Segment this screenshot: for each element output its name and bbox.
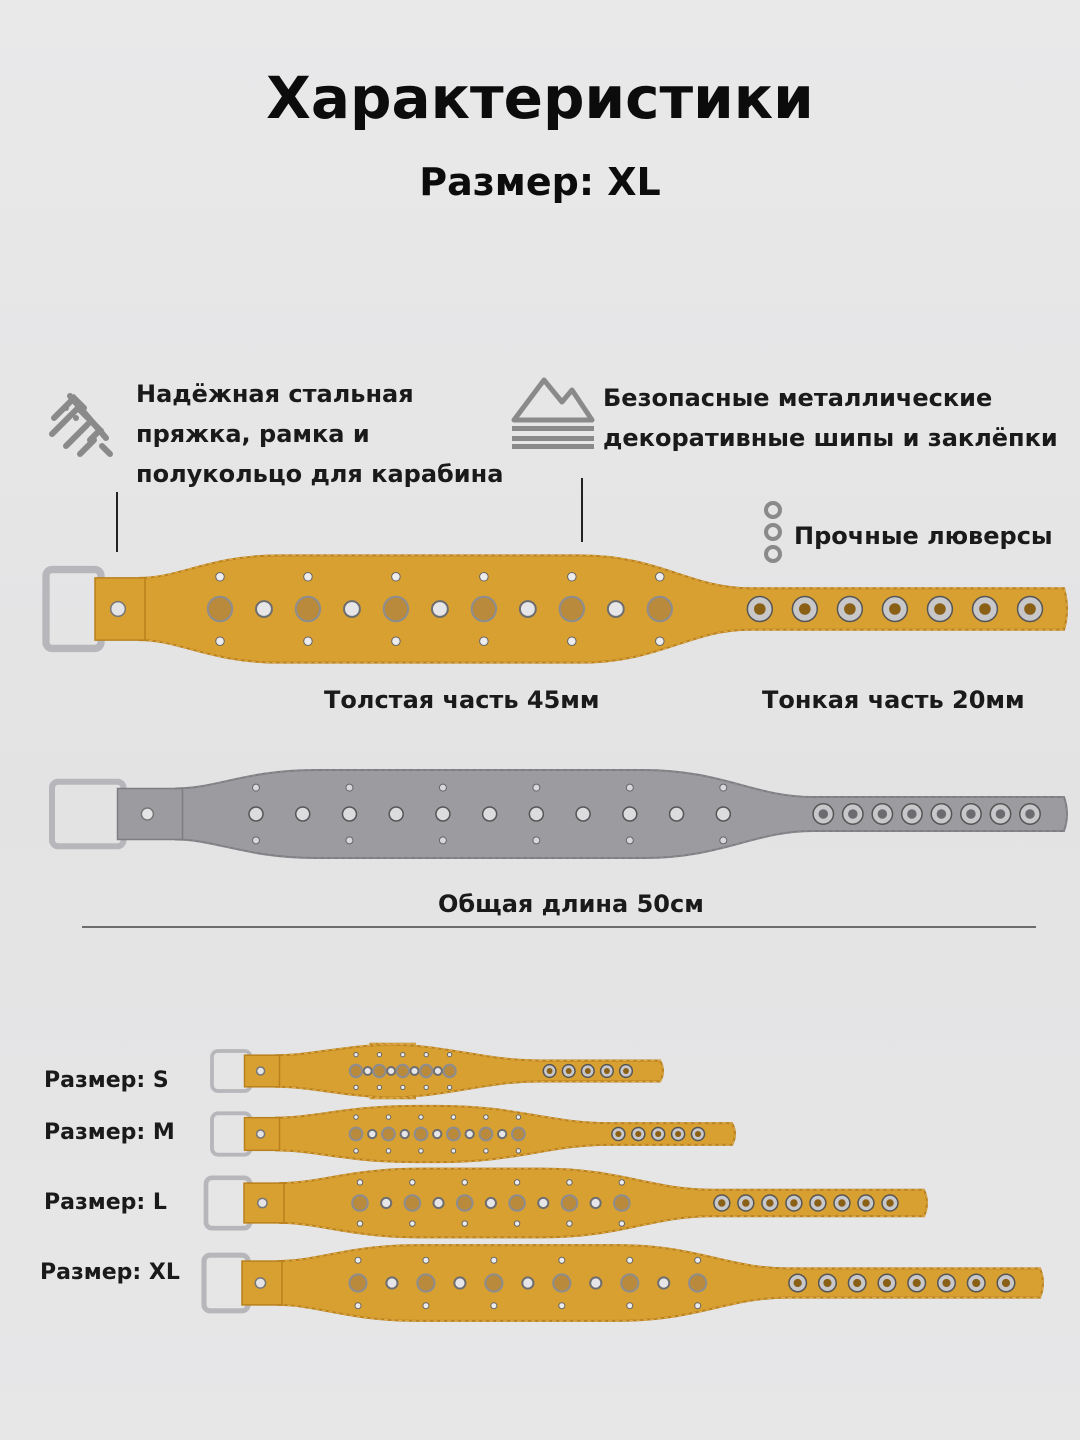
rivet-back [436,807,450,821]
small-rivet [514,1180,519,1185]
total-length-caption: Общая длина 50см [438,890,704,918]
small-rivet [626,784,633,791]
grommet-hole [799,603,811,615]
rivet-back [623,807,637,821]
small-rivet [567,1221,572,1226]
grommet-hole [913,1279,921,1287]
small-rivet [354,1085,358,1089]
small-rivet [419,1149,423,1153]
decorative-spike [350,1065,362,1077]
small-rivet [514,1221,519,1226]
decorative-spike [401,1130,409,1138]
small-rivet [484,1115,488,1119]
small-rivet [439,784,446,791]
decorative-spike [397,1065,409,1077]
rivet-back [342,807,356,821]
grommet-hole [585,1068,591,1074]
collar-strap [280,1169,927,1238]
buckle-feature-text [136,374,503,494]
grommet-hole [754,603,766,615]
rivet-back [529,807,543,821]
decorative-spike [590,1277,601,1288]
grommet-hole [853,1279,861,1287]
grommet-hole [695,1131,701,1137]
decorative-spike [485,1274,502,1291]
grommet-hole [635,1131,641,1137]
rivet-back [389,807,403,821]
collar-size-m [206,1102,738,1166]
small-rivet [568,573,577,582]
small-rivet [216,637,225,646]
decorative-spike [364,1067,372,1075]
grommet-hole [889,603,901,615]
mountain-spikes-icon [510,374,596,450]
decorative-spike [608,601,624,617]
decorative-spike [512,1128,525,1141]
small-rivet [720,837,727,844]
decorative-spike [350,1128,363,1141]
grommet-hole [1002,1279,1010,1287]
keeper-rivet [111,602,126,617]
grommet-hole [547,1068,553,1074]
small-rivet [619,1221,624,1226]
decorative-spike [296,597,320,621]
grommet-hole [907,809,917,819]
grommet-hole [655,1131,661,1137]
small-rivet [462,1221,467,1226]
decorative-spike [658,1277,669,1288]
small-rivet [355,1257,361,1263]
decorative-spike [344,601,360,617]
buckle-frame [52,782,124,847]
small-rivet [439,837,446,844]
small-rivet [386,1115,390,1119]
keeper-rivet [258,1198,267,1207]
grommet-hole [979,603,991,615]
small-rivet [253,784,260,791]
grommet-hole [675,1131,681,1137]
size-label-s: Размер: S [44,1068,169,1093]
decorative-spike [433,1198,443,1208]
buckle-feature-icon [44,388,120,464]
keeper-rivet [257,1067,265,1075]
feature-line: Прочные люверсы [794,522,1053,550]
grommet-hole [942,1279,950,1287]
small-rivet [354,1052,358,1056]
small-rivet [516,1115,520,1119]
small-rivet [401,1052,405,1056]
decorative-spike [509,1195,525,1211]
small-rivet [695,1257,701,1263]
buckle-pointer-line [116,492,118,552]
grommet-hole [604,1068,610,1074]
grommet-hole [848,809,858,819]
small-rivet [253,837,260,844]
decorative-spike [466,1130,474,1138]
small-rivet [626,837,633,844]
steel-buckle-icon [44,388,120,464]
decorative-spike [434,1067,442,1075]
small-rivet [357,1221,362,1226]
small-rivet [627,1257,633,1263]
small-rivet [410,1180,415,1185]
rivet-back [716,807,730,821]
main-collar-photo [40,548,1070,670]
decorative-spike [648,597,672,621]
small-rivet [355,1303,361,1309]
grommet-hole [623,1068,629,1074]
grommet-hole [766,1199,773,1206]
small-rivet [516,1149,520,1153]
decorative-spike [447,1128,460,1141]
decorative-spike [522,1277,533,1288]
small-rivet [533,837,540,844]
thin-part-caption: Тонкая часть 20мм [762,686,1025,714]
decorative-spike [417,1274,434,1291]
feature-line: Безопасные металлические [603,384,993,412]
small-rivet [447,1085,451,1089]
small-rivet [410,1221,415,1226]
small-rivet [423,1303,429,1309]
decorative-spike [208,597,232,621]
rivet-back [249,807,263,821]
decorative-spike [472,597,496,621]
grommet-hole [934,603,946,615]
small-rivet [357,1180,362,1185]
thick-part-caption: Толстая часть 45мм [324,686,600,714]
small-rivet [484,1149,488,1153]
decorative-spike [420,1065,432,1077]
decorative-spike [410,1067,418,1075]
grommet-hole [1025,809,1035,819]
rivet-back [576,807,590,821]
decorative-spike [349,1274,366,1291]
grommet-hole [819,809,829,819]
decorative-spike [480,1128,493,1141]
decorative-spike [553,1274,570,1291]
small-rivet [627,1303,633,1309]
grommet-hole [883,1279,891,1287]
decorative-spike [443,1065,455,1077]
rivet-back [483,807,497,821]
spikes-feature-icon [510,374,596,450]
small-rivet [346,837,353,844]
decorative-spike [368,1130,376,1138]
section-divider [82,926,1036,928]
keeper-rivet [141,808,153,820]
grommet-hole [790,1199,797,1206]
grommet-hole [878,809,888,819]
decorative-spike [352,1195,368,1211]
small-rivet [720,784,727,791]
decorative-spike [384,597,408,621]
grommet-hole [844,603,856,615]
decorative-spike [486,1198,496,1208]
small-rivet [424,1052,428,1056]
small-rivet [656,637,665,646]
rivet-back [670,807,684,821]
small-rivet [451,1115,455,1119]
feature-line: пряжка, рамка и [136,420,370,448]
feature-line: Надёжная стальная [136,380,414,408]
keeper-rivet [257,1130,265,1138]
grommet-hole [814,1199,821,1206]
grommet-hole [615,1131,621,1137]
small-rivet [392,573,401,582]
small-rivet [695,1303,701,1309]
small-rivet [533,784,540,791]
small-rivet [491,1303,497,1309]
small-rivet [567,1180,572,1185]
decorative-spike [591,1198,601,1208]
size-label-m: Размер: M [44,1120,175,1145]
felt-lining-collar-photo [46,764,1070,864]
small-rivet [392,637,401,646]
small-rivet [656,573,665,582]
grommet-hole [566,1068,572,1074]
small-rivet [377,1052,381,1056]
small-rivet [401,1085,405,1089]
small-rivet [419,1115,423,1119]
small-rivet [354,1149,358,1153]
grommet-hole [794,1279,802,1287]
decorative-spike [373,1065,385,1077]
decorative-spike [386,1277,397,1288]
decorative-spike [405,1195,421,1211]
small-rivet [480,637,489,646]
grommet-hole [886,1199,893,1206]
small-rivet [619,1180,624,1185]
collar-size-l [200,1164,930,1242]
decorative-spike [454,1277,465,1288]
spikes-feature-text [603,378,1058,458]
small-rivet [386,1149,390,1153]
small-rivet [559,1257,565,1263]
size-label-l: Размер: L [44,1190,167,1215]
rivet-back [296,807,310,821]
grommet-hole [823,1279,831,1287]
page-title: Характеристики [266,64,814,132]
small-rivet [423,1257,429,1263]
decorative-spike [432,601,448,617]
grommet-hole [966,809,976,819]
decorative-spike [433,1130,441,1138]
grommet-hole [1024,603,1036,615]
small-rivet [451,1149,455,1153]
buckle-frame [46,570,101,649]
grommet-hole [742,1199,749,1206]
grommet-hole [937,809,947,819]
small-rivet [304,637,313,646]
small-rivet [304,573,313,582]
decorative-spike [621,1274,638,1291]
decorative-spike [562,1195,578,1211]
decorative-spike [498,1130,506,1138]
grommet-hole [972,1279,980,1287]
collar-size-s [206,1040,666,1102]
small-rivet [559,1303,565,1309]
grommet-hole [718,1199,725,1206]
decorative-spike [614,1195,630,1211]
small-rivet [377,1085,381,1089]
small-rivet [424,1085,428,1089]
decorative-spike [560,597,584,621]
decorative-spike [538,1198,548,1208]
grommet-hole [996,809,1006,819]
decorative-spike [457,1195,473,1211]
feature-line: декоративные шипы и заклёпки [603,424,1058,452]
spikes-pointer-line [581,478,583,542]
small-rivet [462,1180,467,1185]
small-rivet [480,573,489,582]
small-rivet [568,637,577,646]
decorative-spike [689,1274,706,1291]
feature-line: полукольцо для карабина [136,460,504,488]
small-rivet [491,1257,497,1263]
decorative-spike [382,1128,395,1141]
small-rivet [354,1115,358,1119]
decorative-spike [415,1128,428,1141]
decorative-spike [256,601,272,617]
keeper-rivet [255,1278,265,1288]
decorative-spike [387,1067,395,1075]
size-label-xl: Размер: XL [40,1260,180,1285]
decorative-spike [520,601,536,617]
grommet-hole [862,1199,869,1206]
size-subtitle: Размер: XL [419,160,661,204]
small-rivet [216,573,225,582]
small-rivet [346,784,353,791]
collar-size-xl [198,1240,1046,1326]
small-rivet [447,1052,451,1056]
grommet-hole [838,1199,845,1206]
decorative-spike [381,1198,391,1208]
